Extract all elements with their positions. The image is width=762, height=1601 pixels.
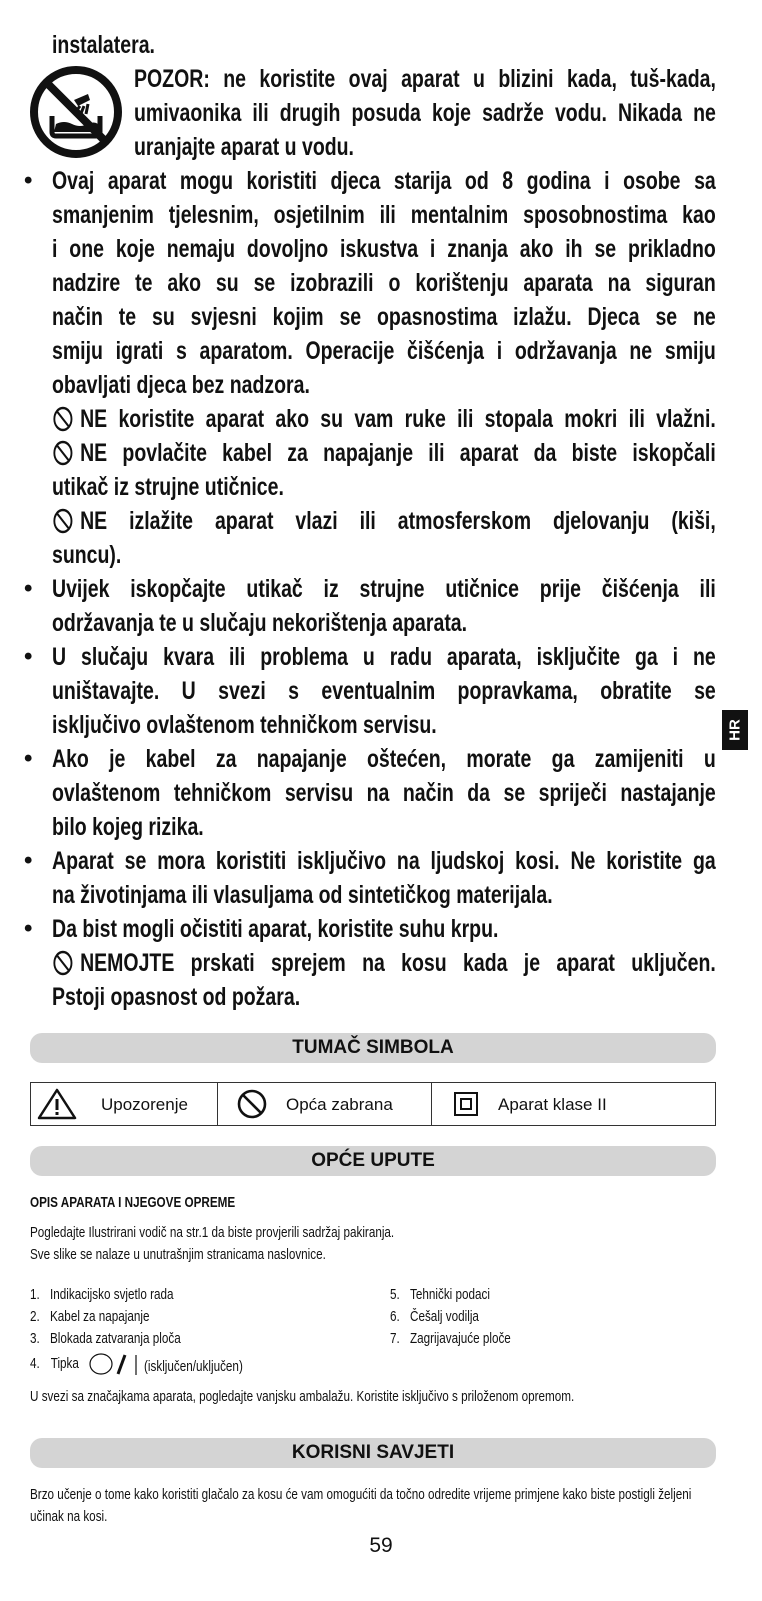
symbol-label: Upozorenje (101, 1095, 188, 1114)
bullet-dot: • (24, 643, 33, 670)
bullet-dot: • (24, 167, 33, 194)
part-number: 4. (30, 1355, 40, 1372)
line-text: na životinjama ili vlasuljama od sintetičkog materijala. (52, 881, 553, 909)
text-line (24, 572, 716, 606)
line-text: Aparat se mora koristiti isključivo na ljudskoj kosi. Ne koristite ga (52, 847, 716, 875)
line-text: isključivo ovlaštenom tehničkom servisu. (52, 711, 437, 739)
line-text: uništavajte. U svezi s eventualnim popravkama, obratite se (52, 677, 716, 705)
line-text: Ako je kabel za napajanje oštećen, morate ga zamijeniti u (52, 745, 716, 773)
section-header-general: OPĆE UPUTE (30, 1146, 716, 1176)
text-line (24, 164, 716, 198)
text-line (24, 436, 716, 470)
symbols-table (30, 1082, 716, 1126)
text-line (24, 878, 716, 912)
continued-text: instalatera. (52, 31, 155, 59)
part-number: 5. (390, 1286, 400, 1303)
line-text: utikač iz strujne utičnice. (52, 473, 284, 501)
no-water-immersion-icon (30, 66, 122, 158)
part-item-4-suffix: (isključen/uključen) (144, 1358, 243, 1375)
part-label: Tipka (50, 1355, 79, 1372)
line-text: Ovaj aparat mogu koristiti djeca starija od 8 godina i osobe sa (52, 167, 716, 195)
text-line (24, 912, 716, 946)
water-warning-text (134, 62, 716, 164)
subsection-title: OPIS APARATA I NJEGOVE OPREME (30, 1194, 236, 1211)
text-line (24, 402, 716, 436)
text-line (24, 266, 716, 300)
symbol-cell-prohibition (217, 1083, 431, 1125)
line-text: NEMOJTE prskati sprejem na kosu kada je aparat uključen. (80, 949, 716, 977)
text-line (24, 470, 716, 504)
line-text: NE povlačite kabel za napajanje ili aparat da biste iskopčali (80, 439, 716, 467)
text-line (24, 776, 716, 810)
part-label: Češalj vodilja (410, 1308, 479, 1325)
line-text: nadzire te ako su se izobrazili o korištenju aparata na siguran (52, 269, 716, 297)
class-ii-double-square-icon (452, 1088, 492, 1120)
part-label: Blokada zatvaranja ploča (50, 1330, 181, 1347)
part-label: Indikacijsko svjetlo rada (50, 1286, 174, 1303)
line-text: NE koristite aparat ako su vam ruke ili stopala mokri ili vlažni. (80, 405, 716, 433)
prohibition-icon (52, 508, 77, 534)
text-line (24, 946, 716, 980)
line-text: Pstoji opasnost od požara. (52, 983, 301, 1011)
bullet-dot: • (24, 915, 33, 942)
warning-line: uranjajte aparat u vodu. (134, 133, 354, 161)
section-header-symbols: TUMAČ SIMBOLA (30, 1033, 716, 1063)
symbol-label: Opća zabrana (286, 1095, 393, 1114)
symbol-label: Aparat klase II (498, 1095, 607, 1114)
text-line (24, 504, 716, 538)
bullet-dot: • (24, 745, 33, 772)
prohibition-icon (52, 950, 77, 976)
prohibition-icon (52, 406, 77, 432)
part-item-4 (30, 1353, 79, 1375)
line-text: NE izlažite aparat vlazi ili atmosferskom djelovanju (kiši, (80, 507, 716, 535)
equipment-note: U svezi sa značajkama aparata, pogledajte vanjsku ambalažu. Koristite isključivo s priloženom opremom. (30, 1388, 575, 1405)
part-label: Kabel za napajanje (50, 1308, 150, 1325)
text-line (24, 606, 716, 640)
bullet-dot: • (24, 847, 33, 874)
line-text: Uvijek iskopčajte utikač iz strujne utičnice prije čišćenja ili (52, 575, 716, 603)
prohibition-icon (52, 440, 77, 466)
standby-on-symbol-icon (88, 1352, 140, 1378)
text-line (24, 810, 716, 844)
tips-text-line: Brzo učenje o tome kako koristiti glačalo za kosu će vam omogućiti da točno odredite vrijeme primjene kako biste postigli željeni (30, 1486, 692, 1503)
warning-line: umivaonika ili drugih posuda koje sadrže vodu. Nikada ne (134, 99, 716, 127)
part-number: 1. (30, 1286, 40, 1303)
tips-text-line: učinak na kosi. (30, 1508, 108, 1525)
text-line (24, 742, 716, 776)
line-text: smiju igrati s aparatom. Operacije čišćenja i održavanja ne smiju (52, 337, 716, 365)
part-label: Zagrijavajuće ploče (410, 1330, 511, 1347)
part-number: 2. (30, 1308, 40, 1325)
line-text: Da bist mogli očistiti aparat, koristite suhu krpu. (52, 915, 499, 943)
language-tab: HR (722, 710, 748, 750)
warning-line: POZOR: ne koristite ovaj aparat u blizini kada, tuš-kada, (134, 65, 716, 93)
text-line (24, 368, 716, 402)
line-text: način te su svjesni kojim se opasnostima izlažu. Djeca se ne (52, 303, 716, 331)
text-line (24, 300, 716, 334)
text-line (24, 980, 716, 1014)
prohibition-icon (236, 1088, 276, 1120)
text-line (24, 674, 716, 708)
text-line (24, 708, 716, 742)
text-line (24, 334, 716, 368)
intro-line: Sve slike se nalaze u unutrašnjim stranicama naslovnice. (30, 1246, 326, 1263)
line-text: bilo kojeg rizika. (52, 813, 204, 841)
bullet-dot: • (24, 575, 33, 602)
line-text: obavljati djeca bez nadzora. (52, 371, 310, 399)
text-line (24, 538, 716, 572)
text-line (24, 198, 716, 232)
text-line (24, 232, 716, 266)
text-line (24, 844, 716, 878)
page-number: 59 (369, 1534, 393, 1557)
line-text: U slučaju kvara ili problema u radu aparata, isključite ga i ne (52, 643, 716, 671)
line-text: smanjenim tjelesnim, osjetilnim ili mentalnim sposobnostima kao (52, 201, 716, 229)
line-text: suncu). (52, 541, 122, 569)
section-header-tips: KORISNI SAVJETI (30, 1438, 716, 1468)
intro-line: Pogledajte Ilustrirani vodič na str.1 da biste provjerili sadržaj pakiranja. (30, 1224, 395, 1241)
part-number: 6. (390, 1308, 400, 1325)
symbol-cell-class-ii (431, 1083, 715, 1125)
warning-triangle-icon (37, 1088, 77, 1120)
symbol-cell-warning (31, 1083, 217, 1125)
line-text: i one koje nemaju dovoljno iskustva i znanja ako ih se prikladno (52, 235, 716, 263)
part-label: Tehnički podaci (410, 1286, 490, 1303)
line-text: ovlaštenom tehničkom servisu na način da se spriječi nastajanje (52, 779, 716, 807)
part-number: 3. (30, 1330, 40, 1347)
text-line (24, 640, 716, 674)
line-text: održavanja te u slučaju nekorištenja aparata. (52, 609, 468, 637)
part-number: 7. (390, 1330, 400, 1347)
safety-bullet-list (24, 164, 716, 1014)
